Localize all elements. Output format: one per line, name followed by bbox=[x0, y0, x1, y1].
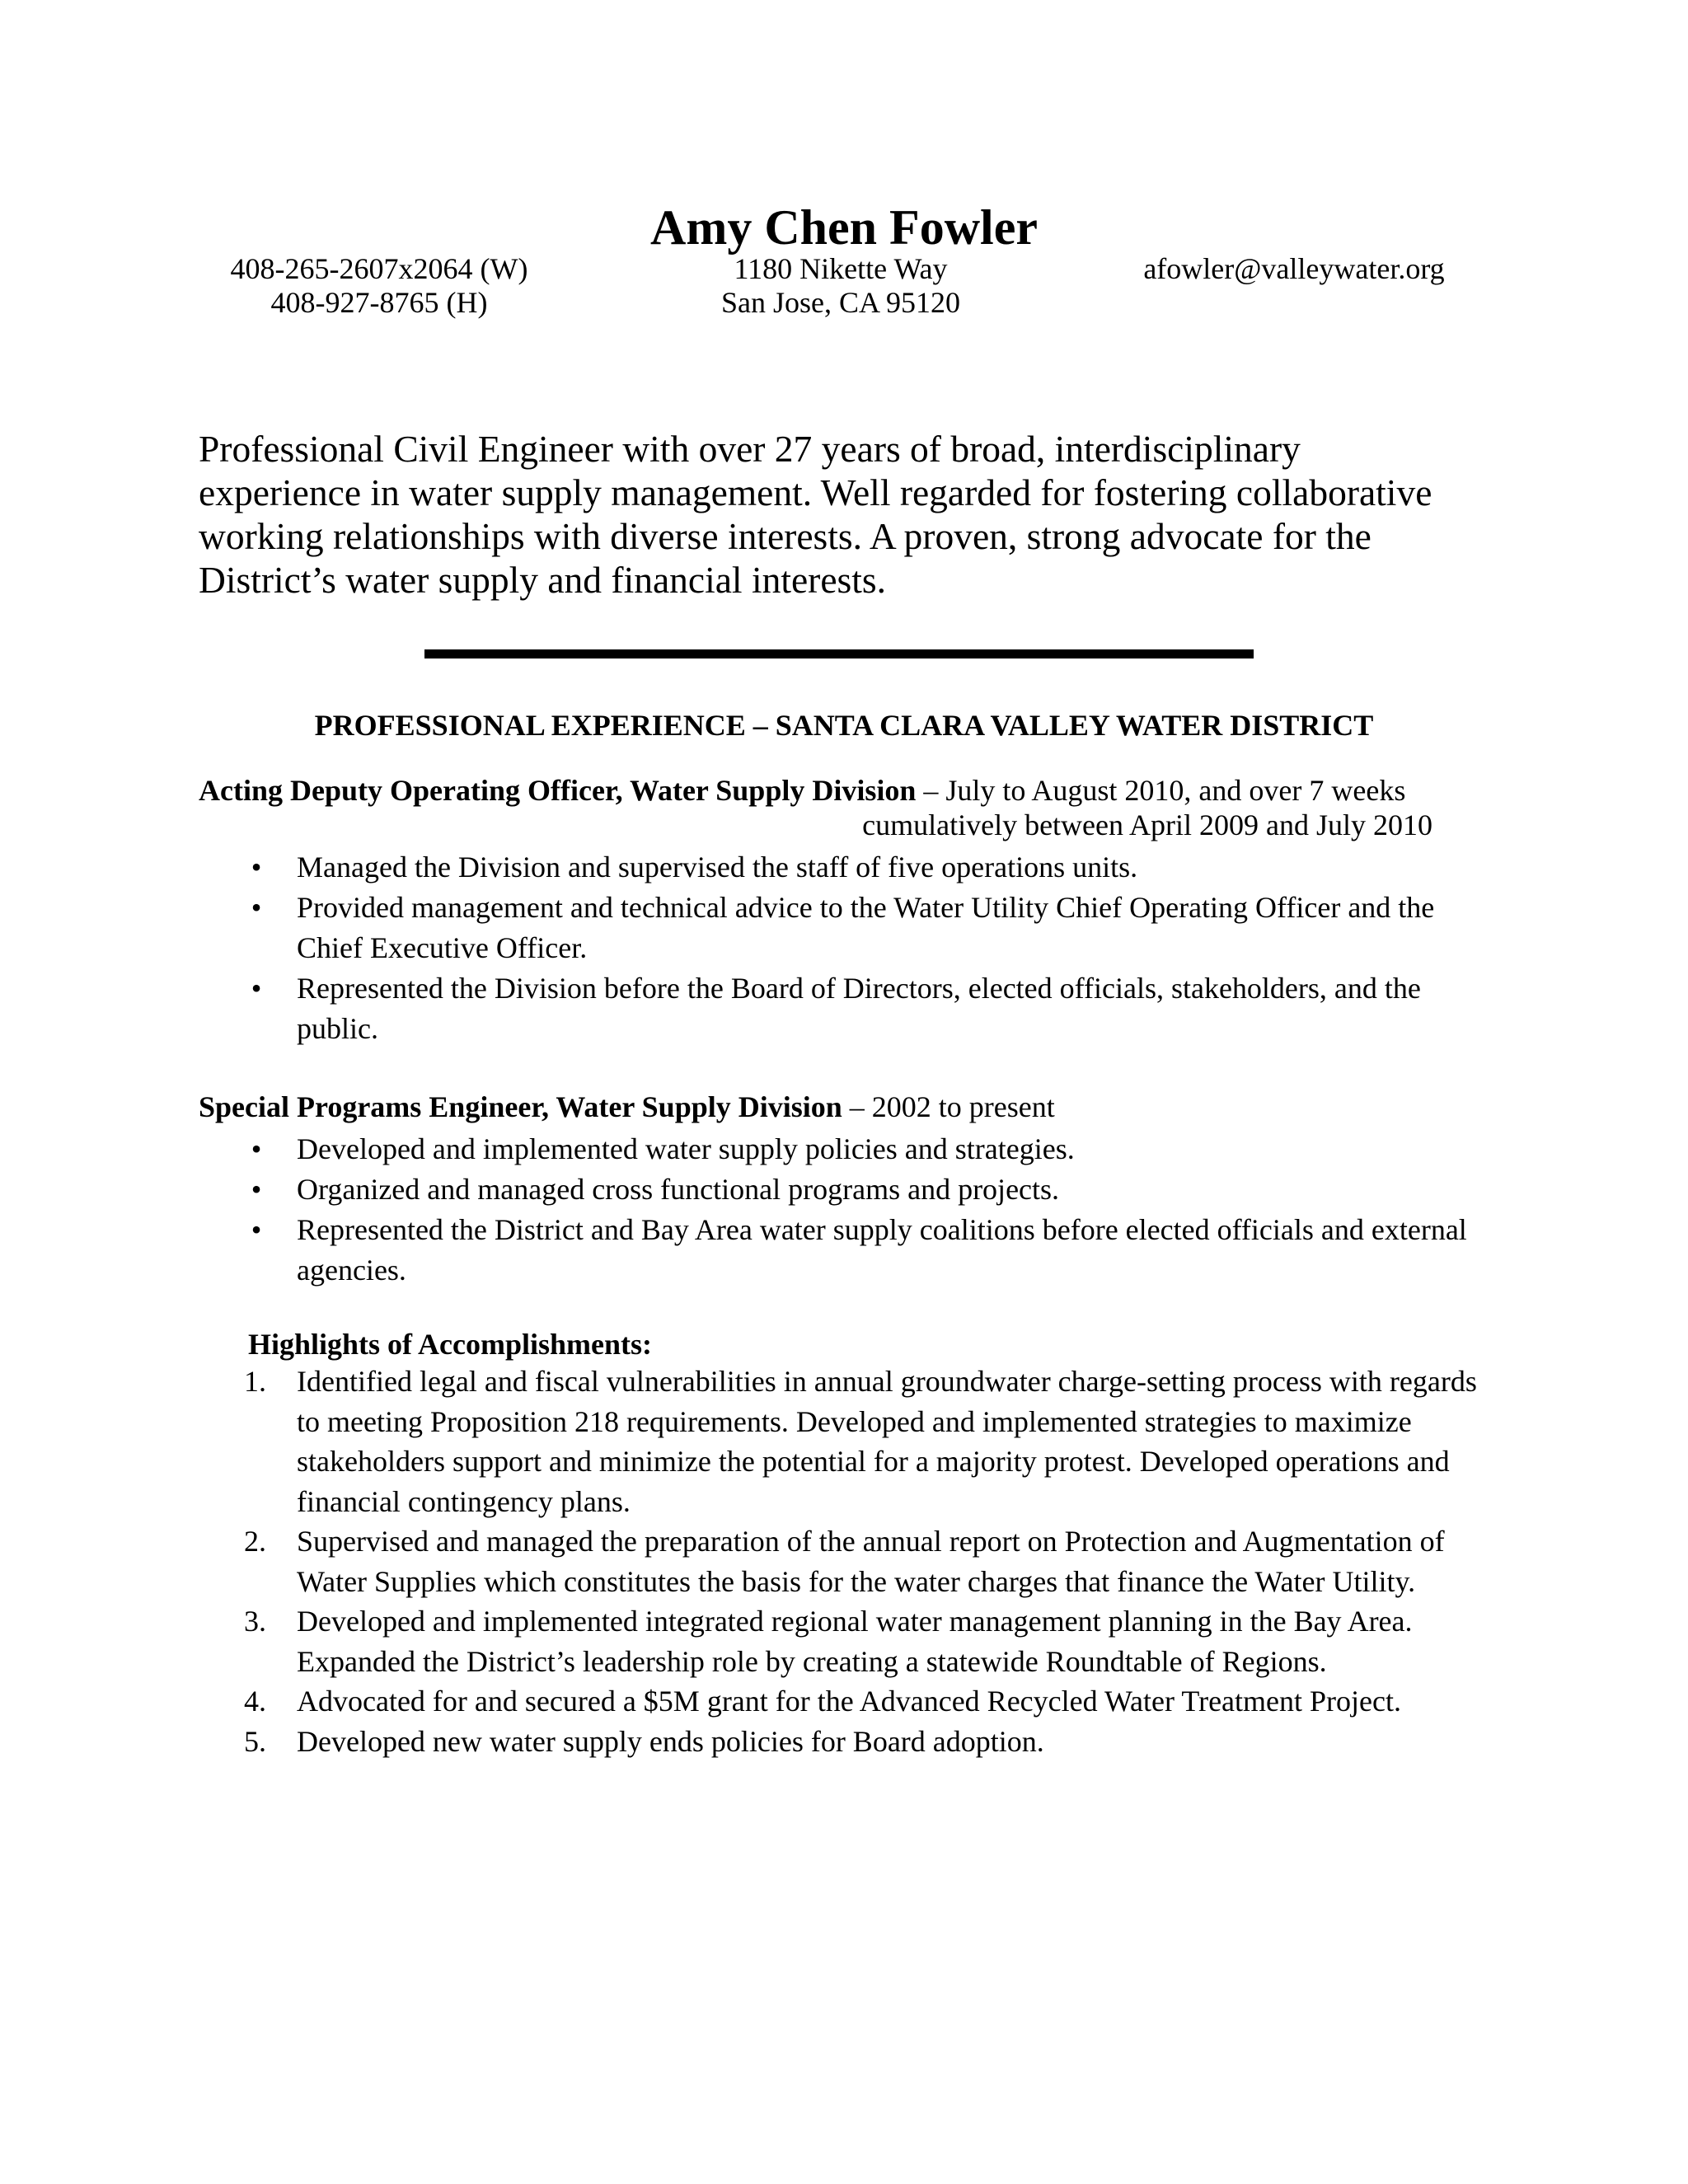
item-number: 4. bbox=[244, 1685, 266, 1718]
phone-home: 408-927-8765 (H) bbox=[270, 286, 488, 319]
email-block bbox=[1096, 252, 1492, 286]
email-address: afowler@valleywater.org bbox=[1143, 252, 1445, 285]
list-item: • Developed and implemented water supply policies and strategies. bbox=[244, 1129, 1497, 1169]
list-item: 1. Identified legal and fiscal vulnerabilities in annual groundwater charge-setting process with regards to meeting Proposition 218 requirements. Developed and implemented strategies to maximize stakeholders support and minimize the potential for a majority protest. Developed operations and financial contingency plans. bbox=[244, 1361, 1497, 1521]
job-title: Acting Deputy Operating Officer, Water Supply Division bbox=[199, 774, 917, 807]
job-duties-list bbox=[244, 847, 1497, 1049]
job-dates: – 2002 to present bbox=[842, 1090, 1055, 1123]
professional-summary bbox=[199, 427, 1517, 602]
address-block bbox=[626, 252, 1055, 320]
item-number: 3. bbox=[244, 1605, 266, 1638]
list-item: • Represented the District and Bay Area water supply coalitions before elected officials and external agencies. bbox=[244, 1210, 1497, 1291]
list-item: • Managed the Division and supervised the staff of five operations units. bbox=[244, 847, 1497, 888]
summary-line: District’s water supply and financial interests. bbox=[199, 559, 886, 601]
address-line-2: San Jose, CA 95120 bbox=[720, 286, 961, 319]
job-dates-continued: cumulatively between April 2009 and July 2010 bbox=[862, 808, 1432, 841]
bullet-icon: • bbox=[251, 891, 262, 924]
list-item: 5. Developed new water supply ends policies for Board adoption. bbox=[244, 1722, 1497, 1762]
item-number: 1. bbox=[244, 1365, 266, 1398]
job-duties-list bbox=[244, 1129, 1497, 1291]
phone-work: 408-265-2607x2064 (W) bbox=[230, 252, 528, 285]
bullet-icon: • bbox=[251, 1213, 262, 1246]
candidate-name: Amy Chen Fowler bbox=[650, 200, 1038, 255]
job-heading bbox=[199, 773, 1405, 808]
highlights-list bbox=[244, 1361, 1497, 1761]
experience-section-heading: PROFESSIONAL EXPERIENCE – SANTA CLARA VALLEY WATER DISTRICT bbox=[314, 709, 1374, 742]
list-item: 3. Developed and implemented integrated regional water management planning in the Bay Area. Expanded the District’s leadership role by creating a statewide Roundtable of Regions. bbox=[244, 1601, 1497, 1681]
bullet-icon: • bbox=[251, 972, 262, 1005]
phone-block bbox=[165, 252, 593, 320]
job-heading bbox=[199, 1090, 1055, 1124]
bullet-icon: • bbox=[251, 1132, 262, 1165]
job-dates: – July to August 2010, and over 7 weeks bbox=[916, 774, 1406, 807]
list-item: 4. Advocated for and secured a $5M grant for the Advanced Recycled Water Treatment Project. bbox=[244, 1681, 1497, 1722]
section-divider bbox=[424, 649, 1254, 658]
highlights-heading: Highlights of Accomplishments: bbox=[248, 1328, 653, 1361]
list-item: 2. Supervised and managed the preparation of the annual report on Protection and Augmentation of Water Supplies which constitutes the basis for the water charges that finance the Water Utility. bbox=[244, 1521, 1497, 1601]
summary-line: experience in water supply management. Well regarded for fostering collaborative bbox=[199, 471, 1432, 513]
bullet-icon: • bbox=[251, 851, 262, 883]
list-item: • Organized and managed cross functional programs and projects. bbox=[244, 1169, 1497, 1210]
summary-line: working relationships with diverse interests. A proven, strong advocate for the bbox=[199, 515, 1372, 557]
job-title: Special Programs Engineer, Water Supply Division bbox=[199, 1090, 842, 1123]
address-line-1: 1180 Nikette Way bbox=[734, 252, 948, 285]
list-item: • Represented the Division before the Board of Directors, elected officials, stakeholders, and the public. bbox=[244, 968, 1497, 1049]
item-number: 5. bbox=[244, 1724, 266, 1758]
summary-line: Professional Civil Engineer with over 27 years of broad, interdisciplinary bbox=[199, 428, 1301, 470]
item-number: 2. bbox=[244, 1525, 266, 1558]
bullet-icon: • bbox=[251, 1173, 262, 1206]
list-item: • Provided management and technical advice to the Water Utility Chief Operating Officer and the Chief Executive Officer. bbox=[244, 888, 1497, 968]
